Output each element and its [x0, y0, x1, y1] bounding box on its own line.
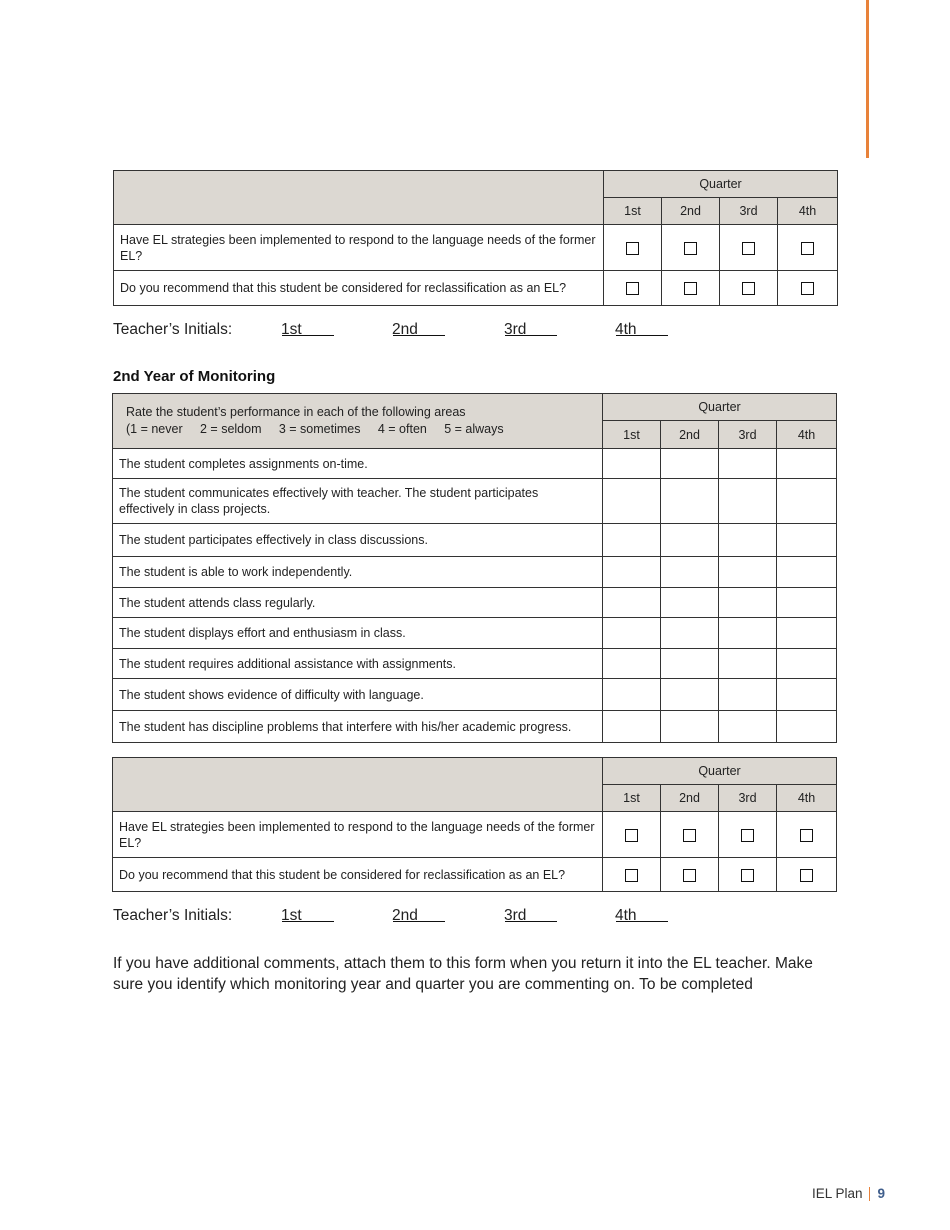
footer-title: IEL Plan [811, 1186, 863, 1201]
rating-cell[interactable] [719, 524, 777, 557]
initials-blank-3rd[interactable] [505, 907, 557, 922]
rating-row-label: The student displays effort and enthusiasm in class. [113, 618, 603, 649]
rating-cell[interactable] [719, 588, 777, 618]
rating-cell[interactable] [661, 588, 719, 618]
quarter-header: Quarter [603, 394, 837, 421]
initials-slot-1st: 1st [281, 321, 302, 338]
initials-slot-2nd: 2nd [392, 321, 418, 338]
initials-blank-1st[interactable] [282, 321, 334, 336]
quarter-2-header: 2nd [661, 421, 719, 449]
checkbox-q2-reclassification[interactable] [684, 282, 697, 295]
quarter-3-header: 3rd [719, 421, 777, 449]
rating-cell[interactable] [661, 557, 719, 588]
rating-cell[interactable] [777, 557, 837, 588]
checkbox-q4-strategies[interactable] [801, 242, 814, 255]
initials-slot-3rd: 3rd [504, 321, 527, 338]
question-table-2 [112, 757, 837, 892]
initials-label: Teacher’s Initials: [113, 321, 233, 338]
rating-cell[interactable] [661, 711, 719, 743]
checkbox-q1-strategies[interactable] [626, 242, 639, 255]
checkbox-q1-reclassification[interactable] [626, 282, 639, 295]
rating-row-label: The student communicates effectively with teacher. The student participates effectively in class projects. [113, 479, 603, 524]
page-footer [812, 1186, 885, 1201]
rating-cell[interactable] [661, 618, 719, 649]
quarter-4-header: 4th [777, 421, 837, 449]
rating-cell[interactable] [777, 479, 837, 524]
checkbox-q1-reclassification[interactable] [625, 869, 638, 882]
quarter-1-header: 1st [604, 198, 662, 225]
initials-blank-3rd[interactable] [505, 321, 557, 336]
initials-slot-1st: 1st [281, 907, 302, 924]
page-number: 9 [877, 1186, 885, 1201]
quarter-2-header: 2nd [662, 198, 720, 225]
rating-cell[interactable] [777, 524, 837, 557]
accent-line [866, 0, 869, 158]
header-blank-cell [114, 171, 604, 225]
rating-row-label: The student participates effectively in class discussions. [113, 524, 603, 557]
rating-cell[interactable] [777, 449, 837, 479]
question-reclassification: Do you recommend that this student be considered for reclassification as an EL? [113, 858, 603, 892]
rating-cell[interactable] [603, 557, 661, 588]
rating-cell[interactable] [661, 649, 719, 679]
checkbox-q4-strategies[interactable] [800, 829, 813, 842]
rating-cell[interactable] [777, 649, 837, 679]
rating-cell[interactable] [603, 649, 661, 679]
rating-cell[interactable] [603, 479, 661, 524]
section-title: 2nd Year of Monitoring [113, 368, 276, 385]
rating-row-label: The student has discipline problems that interfere with his/her academic progress. [113, 711, 603, 743]
quarter-header: Quarter [603, 758, 837, 785]
rating-row-label: The student is able to work independently. [113, 557, 603, 588]
rating-cell[interactable] [719, 557, 777, 588]
rating-row-label: The student completes assignments on-time. [113, 449, 603, 479]
rating-row-label: The student attends class regularly. [113, 588, 603, 618]
rating-cell[interactable] [719, 679, 777, 711]
initials-slot-4th: 4th [615, 321, 637, 338]
rating-cell[interactable] [661, 479, 719, 524]
question-table-1 [113, 170, 838, 306]
checkbox-q2-reclassification[interactable] [683, 869, 696, 882]
rating-cell[interactable] [603, 711, 661, 743]
initials-blank-2nd[interactable] [393, 321, 445, 336]
comments-paragraph: If you have additional comments, attach them to this form when you return it into the EL teacher. Make sure you identify which monitoring year and quarter you are commenting on. To be completed [113, 955, 813, 993]
rating-header-line-1: Rate the student’s performance in each of the following areas [126, 405, 466, 419]
initials-slot-4th: 4th [615, 907, 637, 924]
quarter-1-header: 1st [603, 421, 661, 449]
initials-blank-1st[interactable] [282, 907, 334, 922]
rating-cell[interactable] [603, 679, 661, 711]
footer-separator [869, 1187, 870, 1201]
initials-blank-4th[interactable] [616, 907, 668, 922]
rating-cell[interactable] [777, 679, 837, 711]
checkbox-q3-strategies[interactable] [741, 829, 754, 842]
checkbox-q3-strategies[interactable] [742, 242, 755, 255]
rating-cell[interactable] [661, 524, 719, 557]
rating-cell[interactable] [603, 524, 661, 557]
quarter-3-header: 3rd [720, 198, 778, 225]
quarter-3-header: 3rd [719, 785, 777, 812]
rating-cell[interactable] [661, 449, 719, 479]
header-blank-cell [113, 758, 603, 812]
rating-cell[interactable] [777, 711, 837, 743]
quarter-header: Quarter [604, 171, 838, 198]
quarter-4-header: 4th [778, 198, 838, 225]
initials-blank-4th[interactable] [616, 321, 668, 336]
rating-cell[interactable] [661, 679, 719, 711]
checkbox-q2-strategies[interactable] [683, 829, 696, 842]
rating-scale: (1 = never 2 = seldom 3 = sometimes 4 = often 5 = always [126, 422, 504, 436]
question-strategies: Have EL strategies been implemented to respond to the language needs of the former EL? [113, 812, 603, 858]
initials-label: Teacher’s Initials: [113, 907, 233, 924]
checkbox-q1-strategies[interactable] [625, 829, 638, 842]
checkbox-q4-reclassification[interactable] [800, 869, 813, 882]
checkbox-q4-reclassification[interactable] [801, 282, 814, 295]
checkbox-q3-reclassification[interactable] [741, 869, 754, 882]
quarter-4-header: 4th [777, 785, 837, 812]
rating-cell[interactable] [719, 449, 777, 479]
rating-cell[interactable] [777, 588, 837, 618]
initials-slot-3rd: 3rd [504, 907, 527, 924]
checkbox-q2-strategies[interactable] [684, 242, 697, 255]
rating-cell[interactable] [719, 711, 777, 743]
rating-cell[interactable] [719, 618, 777, 649]
rating-header [113, 394, 603, 449]
initials-blank-2nd[interactable] [393, 907, 445, 922]
rating-cell[interactable] [777, 618, 837, 649]
rating-row-label: The student requires additional assistance with assignments. [113, 649, 603, 679]
rating-row-label: The student shows evidence of difficulty with language. [113, 679, 603, 711]
rating-cell[interactable] [603, 449, 661, 479]
initials-slot-2nd: 2nd [392, 907, 418, 924]
quarter-1-header: 1st [603, 785, 661, 812]
question-reclassification: Do you recommend that this student be considered for reclassification as an EL? [114, 271, 604, 306]
rating-cell[interactable] [603, 618, 661, 649]
rating-table [112, 393, 837, 743]
question-strategies: Have EL strategies been implemented to respond to the language needs of the former EL? [114, 225, 604, 271]
quarter-2-header: 2nd [661, 785, 719, 812]
rating-cell[interactable] [603, 588, 661, 618]
rating-cell[interactable] [719, 649, 777, 679]
rating-cell[interactable] [719, 479, 777, 524]
checkbox-q3-reclassification[interactable] [742, 282, 755, 295]
